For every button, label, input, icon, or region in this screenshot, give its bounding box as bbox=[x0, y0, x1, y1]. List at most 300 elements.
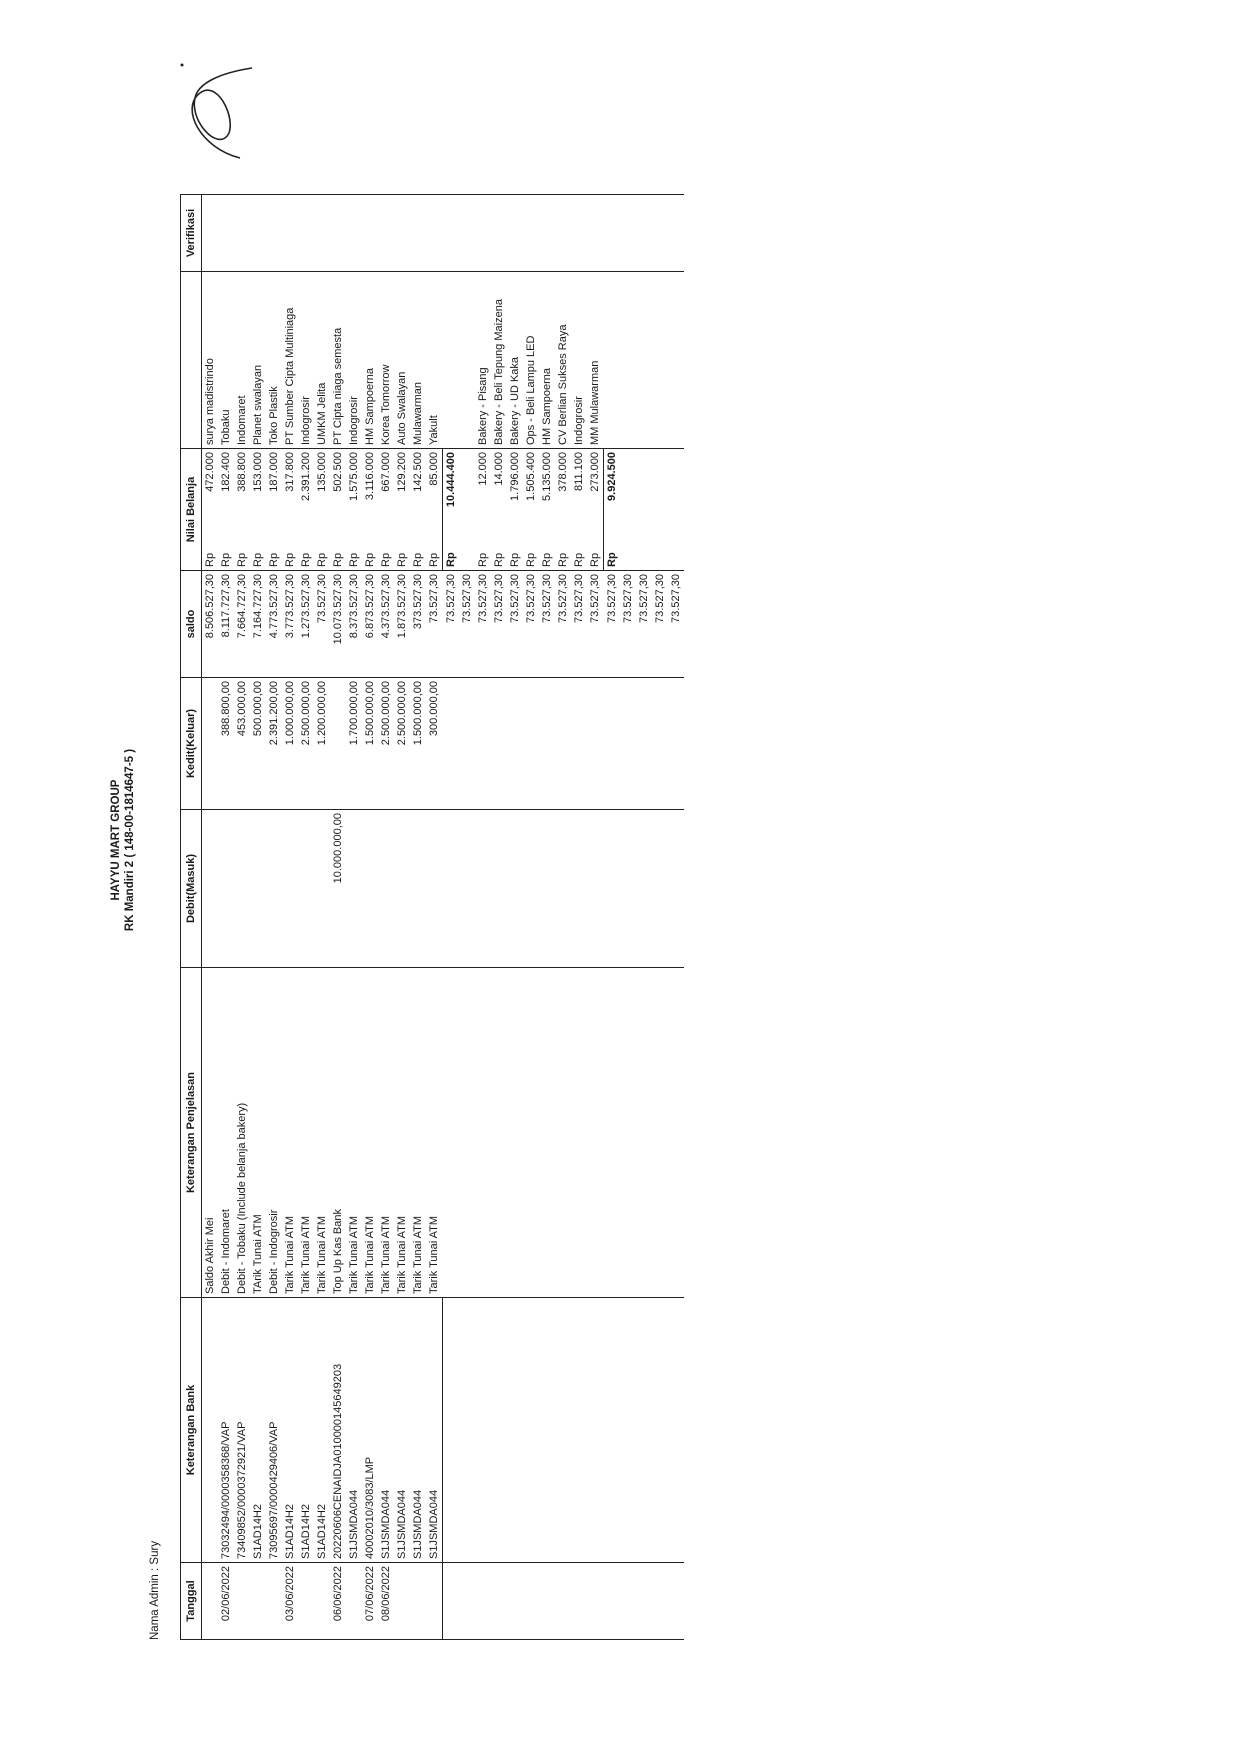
row-debit bbox=[620, 810, 636, 968]
row-keterangan: CV Berlian Sukses Raya bbox=[555, 272, 571, 449]
row-keterangan: MM Mulawarman bbox=[587, 272, 604, 449]
row-tanggal bbox=[587, 1563, 604, 1640]
row-saldo: 73.527,30 bbox=[523, 571, 539, 678]
row-keterangan-penjelasan bbox=[636, 968, 652, 1298]
row-currency: Rp bbox=[220, 552, 232, 567]
row-currency: Rp bbox=[380, 552, 392, 567]
row-debit bbox=[636, 810, 652, 968]
row-nilai-belanja: 129.200 bbox=[394, 449, 410, 539]
row-tanggal: 06/06/2022 bbox=[330, 1563, 346, 1640]
row-keterangan-penjelasan: Tarik Tunai ATM bbox=[378, 968, 394, 1298]
row-verifikasi bbox=[394, 195, 410, 272]
row-keterangan-bank bbox=[571, 1298, 587, 1563]
row-saldo: 73.527,30 bbox=[539, 571, 555, 678]
row-verifikasi bbox=[475, 195, 491, 272]
row-currency bbox=[620, 538, 636, 571]
row-currency: Rp bbox=[268, 552, 280, 567]
row-debit bbox=[250, 810, 266, 968]
row-keterangan bbox=[620, 272, 636, 449]
row-debit bbox=[459, 810, 475, 968]
row-verifikasi bbox=[378, 195, 394, 272]
row-tanggal bbox=[571, 1563, 587, 1640]
row-keterangan: Indogrosir bbox=[298, 272, 314, 449]
row-debit bbox=[394, 810, 410, 968]
row-keterangan-bank bbox=[555, 1298, 571, 1563]
row-keterangan-penjelasan: Tarik Tunai ATM bbox=[426, 968, 443, 1298]
signature-icon bbox=[170, 58, 262, 168]
row-keterangan: Auto Swalayan bbox=[394, 272, 410, 449]
row-keterangan-penjelasan bbox=[652, 968, 668, 1298]
col-tanggal: Tanggal bbox=[181, 1563, 202, 1640]
row-kredit: 500.000,00 bbox=[250, 678, 266, 810]
row-verifikasi bbox=[652, 195, 668, 272]
row-keterangan-bank bbox=[507, 1298, 523, 1563]
row-keterangan-bank bbox=[604, 1298, 621, 1563]
row-verifikasi bbox=[410, 195, 426, 272]
row-tanggal bbox=[250, 1563, 266, 1640]
row-keterangan bbox=[459, 272, 475, 449]
row-nilai-belanja bbox=[636, 449, 652, 539]
row-tanggal bbox=[459, 1563, 475, 1640]
table-row bbox=[250, 195, 266, 1640]
row-kredit: 1.500.000,00 bbox=[362, 678, 378, 810]
row-kredit bbox=[604, 678, 621, 810]
row-keterangan-bank: 40002010/3083/LMP bbox=[362, 1298, 378, 1563]
row-currency: Rp bbox=[316, 552, 328, 567]
table-row bbox=[620, 195, 636, 1640]
row-keterangan-bank bbox=[539, 1298, 555, 1563]
row-debit bbox=[202, 810, 219, 968]
row-currency: Rp bbox=[204, 552, 216, 567]
row-kredit bbox=[507, 678, 523, 810]
table-row bbox=[668, 195, 684, 1640]
row-nilai-belanja: 388.800 bbox=[234, 449, 250, 539]
row-kredit bbox=[571, 678, 587, 810]
row-verifikasi bbox=[202, 195, 219, 272]
row-verifikasi bbox=[523, 195, 539, 272]
row-keterangan: PT Sumber Cipta Multiniaga bbox=[282, 272, 298, 449]
row-currency: Rp bbox=[428, 552, 440, 567]
row-verifikasi bbox=[426, 195, 443, 272]
row-currency bbox=[668, 538, 684, 571]
row-saldo: 3.773.527,30 bbox=[282, 571, 298, 678]
row-saldo: 8.506.527,30 bbox=[202, 571, 219, 678]
row-debit bbox=[362, 810, 378, 968]
row-nilai-belanja: 10.444.400 bbox=[443, 449, 460, 539]
row-tanggal bbox=[298, 1563, 314, 1640]
row-saldo: 73.527,30 bbox=[507, 571, 523, 678]
row-nilai-belanja: 2.391.200 bbox=[298, 449, 314, 539]
row-tanggal bbox=[202, 1563, 219, 1640]
row-verifikasi bbox=[604, 195, 621, 272]
row-keterangan-penjelasan: Debit - Indogrosir bbox=[266, 968, 282, 1298]
row-currency: Rp bbox=[493, 552, 505, 567]
row-saldo: 8.117.727,30 bbox=[218, 571, 234, 678]
row-keterangan bbox=[636, 272, 652, 449]
table-row bbox=[443, 195, 460, 1640]
table-row bbox=[523, 195, 539, 1640]
row-nilai-belanja bbox=[459, 449, 475, 539]
col-verifikasi: Verifikasi bbox=[181, 195, 202, 272]
row-tanggal bbox=[234, 1563, 250, 1640]
row-keterangan: Bakery - UD Kaka bbox=[507, 272, 523, 449]
row-keterangan-bank bbox=[202, 1298, 219, 1563]
row-debit bbox=[587, 810, 604, 968]
row-kredit: 2.500.000,00 bbox=[298, 678, 314, 810]
row-keterangan-bank: S1AD14H2 bbox=[298, 1298, 314, 1563]
row-kredit bbox=[523, 678, 539, 810]
row-nilai-belanja: 142.500 bbox=[410, 449, 426, 539]
row-nilai-belanja: 9.924.500 bbox=[604, 449, 621, 539]
row-nilai-belanja: 667.000 bbox=[378, 449, 394, 539]
row-kredit bbox=[587, 678, 604, 810]
row-saldo: 4.373.527,30 bbox=[378, 571, 394, 678]
row-keterangan-penjelasan: Tarik Tunai ATM bbox=[298, 968, 314, 1298]
row-verifikasi bbox=[346, 195, 362, 272]
row-keterangan-penjelasan: Tarik Tunai ATM bbox=[314, 968, 330, 1298]
row-nilai-belanja: 811.100 bbox=[571, 449, 587, 539]
row-nilai-belanja: 472.000 bbox=[202, 449, 219, 539]
row-keterangan-bank: 73032494/0000358368/VAP bbox=[218, 1298, 234, 1563]
row-kredit: 2.500.000,00 bbox=[394, 678, 410, 810]
table-row bbox=[346, 195, 362, 1640]
row-nilai-belanja: 502.500 bbox=[330, 449, 346, 539]
row-verifikasi bbox=[314, 195, 330, 272]
row-saldo: 73.527,30 bbox=[571, 571, 587, 678]
row-verifikasi bbox=[555, 195, 571, 272]
row-currency: Rp bbox=[236, 552, 248, 567]
row-saldo: 73.527,30 bbox=[620, 571, 636, 678]
row-saldo: 73.527,30 bbox=[668, 571, 684, 678]
row-keterangan-penjelasan: Saldo Akhir Mei bbox=[202, 968, 219, 1298]
row-tanggal bbox=[668, 1563, 684, 1640]
table-header-row bbox=[181, 195, 202, 1640]
row-keterangan-penjelasan bbox=[459, 968, 475, 1298]
row-nilai-belanja: 1.796.000 bbox=[507, 449, 523, 539]
row-saldo: 4.773.527,30 bbox=[266, 571, 282, 678]
row-nilai-belanja: 5.135.000 bbox=[539, 449, 555, 539]
row-verifikasi bbox=[330, 195, 346, 272]
row-keterangan-penjelasan bbox=[523, 968, 539, 1298]
table-row bbox=[475, 195, 491, 1640]
row-keterangan: Tobaku bbox=[218, 272, 234, 449]
row-keterangan-penjelasan: Tarik Tunai ATM bbox=[282, 968, 298, 1298]
row-keterangan: Planet swalayan bbox=[250, 272, 266, 449]
row-debit bbox=[218, 810, 234, 968]
row-debit bbox=[282, 810, 298, 968]
row-kredit bbox=[668, 678, 684, 810]
row-keterangan-bank bbox=[491, 1298, 507, 1563]
row-keterangan: PT Cipta niaga semesta bbox=[330, 272, 346, 449]
table-row bbox=[652, 195, 668, 1640]
row-tanggal: 03/06/2022 bbox=[282, 1563, 298, 1640]
row-tanggal bbox=[410, 1563, 426, 1640]
row-tanggal bbox=[475, 1563, 491, 1640]
row-keterangan-penjelasan bbox=[571, 968, 587, 1298]
row-keterangan-penjelasan: Tarik Tunai ATM bbox=[394, 968, 410, 1298]
row-currency: Rp bbox=[541, 552, 553, 567]
row-keterangan-bank bbox=[475, 1298, 491, 1563]
row-keterangan-penjelasan bbox=[620, 968, 636, 1298]
row-keterangan bbox=[604, 272, 621, 449]
row-nilai-belanja bbox=[668, 449, 684, 539]
row-kredit bbox=[330, 678, 346, 810]
col-kredit: Kedit(Keluar) bbox=[181, 678, 202, 810]
row-saldo: 1.273.527,30 bbox=[298, 571, 314, 678]
row-saldo: 73.527,30 bbox=[604, 571, 621, 678]
row-keterangan bbox=[652, 272, 668, 449]
row-keterangan-penjelasan bbox=[604, 968, 621, 1298]
row-saldo: 73.527,30 bbox=[555, 571, 571, 678]
row-saldo: 73.527,30 bbox=[491, 571, 507, 678]
row-verifikasi bbox=[266, 195, 282, 272]
row-debit bbox=[555, 810, 571, 968]
row-keterangan: Yakult bbox=[426, 272, 443, 449]
row-keterangan-bank: S1JSMDA044 bbox=[410, 1298, 426, 1563]
row-kredit bbox=[620, 678, 636, 810]
row-keterangan-penjelasan: Debit - Tobaku (Include belanja bakery) bbox=[234, 968, 250, 1298]
row-verifikasi bbox=[636, 195, 652, 272]
row-currency: Rp bbox=[284, 552, 296, 567]
row-nilai-belanja: 273.000 bbox=[587, 449, 604, 539]
row-verifikasi bbox=[587, 195, 604, 272]
row-keterangan bbox=[443, 272, 460, 449]
row-kredit bbox=[636, 678, 652, 810]
row-verifikasi bbox=[362, 195, 378, 272]
row-kredit: 2.391.200,00 bbox=[266, 678, 282, 810]
row-verifikasi bbox=[507, 195, 523, 272]
row-verifikasi bbox=[298, 195, 314, 272]
row-nilai-belanja: 153.000 bbox=[250, 449, 266, 539]
row-keterangan-bank bbox=[620, 1298, 636, 1563]
row-debit bbox=[346, 810, 362, 968]
row-kredit: 453.000,00 bbox=[234, 678, 250, 810]
row-debit bbox=[523, 810, 539, 968]
row-kredit bbox=[491, 678, 507, 810]
row-keterangan: Indomaret bbox=[234, 272, 250, 449]
table-row bbox=[507, 195, 523, 1640]
table-row bbox=[636, 195, 652, 1640]
row-currency: Rp bbox=[443, 538, 460, 571]
admin-name: Nama Admin : Sury bbox=[149, 1540, 161, 1640]
row-kredit: 1.700.000,00 bbox=[346, 678, 362, 810]
row-tanggal bbox=[523, 1563, 539, 1640]
row-currency bbox=[459, 538, 475, 571]
row-keterangan-penjelasan: Debit - Indomaret bbox=[218, 968, 234, 1298]
row-verifikasi bbox=[443, 195, 460, 272]
table-row bbox=[298, 195, 314, 1640]
table-row bbox=[410, 195, 426, 1640]
row-kredit bbox=[459, 678, 475, 810]
row-debit bbox=[491, 810, 507, 968]
row-currency: Rp bbox=[477, 552, 489, 567]
row-tanggal bbox=[426, 1563, 443, 1640]
row-saldo: 73.527,30 bbox=[314, 571, 330, 678]
row-keterangan: surya madistrindo bbox=[202, 272, 219, 449]
row-tanggal: 02/06/2022 bbox=[218, 1563, 234, 1640]
row-debit bbox=[571, 810, 587, 968]
table-row bbox=[555, 195, 571, 1640]
row-keterangan: Mulawarman bbox=[410, 272, 426, 449]
row-tanggal bbox=[507, 1563, 523, 1640]
table-row bbox=[282, 195, 298, 1640]
row-currency: Rp bbox=[525, 552, 537, 567]
row-saldo: 73.527,30 bbox=[636, 571, 652, 678]
row-tanggal bbox=[652, 1563, 668, 1640]
row-debit bbox=[234, 810, 250, 968]
row-debit bbox=[668, 810, 684, 968]
row-tanggal: 08/06/2022 bbox=[378, 1563, 394, 1640]
row-keterangan-bank: 73409852/0000372921/VAP bbox=[234, 1298, 250, 1563]
row-verifikasi bbox=[282, 195, 298, 272]
row-keterangan: Ops - Beli Lampu LED bbox=[523, 272, 539, 449]
row-keterangan: Toko Plastik bbox=[266, 272, 282, 449]
row-keterangan-penjelasan bbox=[555, 968, 571, 1298]
row-nilai-belanja: 378.000 bbox=[555, 449, 571, 539]
row-verifikasi bbox=[459, 195, 475, 272]
row-debit bbox=[539, 810, 555, 968]
col-keterangan-bank: Keterangan Bank bbox=[181, 1298, 202, 1563]
row-kredit bbox=[652, 678, 668, 810]
row-nilai-belanja: 1.505.400 bbox=[523, 449, 539, 539]
col-keterangan bbox=[181, 272, 202, 449]
account-title: RK Mandiri 2 ( 148-00-1814647-5 ) bbox=[124, 748, 136, 932]
table-row bbox=[604, 195, 621, 1640]
row-tanggal bbox=[555, 1563, 571, 1640]
row-tanggal: 07/06/2022 bbox=[362, 1563, 378, 1640]
row-verifikasi bbox=[234, 195, 250, 272]
table-row bbox=[491, 195, 507, 1640]
row-tanggal bbox=[604, 1563, 621, 1640]
row-keterangan-penjelasan: Tarik Tunai ATM bbox=[362, 968, 378, 1298]
row-nilai-belanja: 182.400 bbox=[218, 449, 234, 539]
row-keterangan-bank: S1AD14H2 bbox=[314, 1298, 330, 1563]
row-saldo: 73.527,30 bbox=[587, 571, 604, 678]
row-kredit: 2.500.000,00 bbox=[378, 678, 394, 810]
table-row bbox=[571, 195, 587, 1640]
row-keterangan-bank: S1JSMDA044 bbox=[394, 1298, 410, 1563]
row-kredit: 1.000.000,00 bbox=[282, 678, 298, 810]
row-nilai-belanja: 317.800 bbox=[282, 449, 298, 539]
row-keterangan-bank: S1JSMDA044 bbox=[426, 1298, 443, 1563]
company-title: HAYYU MART GROUP bbox=[110, 779, 122, 901]
row-tanggal bbox=[491, 1563, 507, 1640]
row-keterangan-bank: S1AD14H2 bbox=[250, 1298, 266, 1563]
row-saldo: 8.373.527,30 bbox=[346, 571, 362, 678]
row-currency: Rp bbox=[573, 552, 585, 567]
row-saldo: 73.527,30 bbox=[443, 571, 460, 678]
table-row bbox=[587, 195, 604, 1640]
row-keterangan: Korea Tomorrow bbox=[378, 272, 394, 449]
row-keterangan-bank bbox=[668, 1298, 684, 1563]
row-kredit: 1.500.000,00 bbox=[410, 678, 426, 810]
row-keterangan-bank bbox=[443, 1298, 460, 1563]
row-saldo: 73.527,30 bbox=[652, 571, 668, 678]
table-row bbox=[234, 195, 250, 1640]
row-kredit: 300.000,00 bbox=[426, 678, 443, 810]
row-currency: Rp bbox=[364, 552, 376, 567]
table-row bbox=[539, 195, 555, 1640]
row-debit bbox=[475, 810, 491, 968]
row-tanggal bbox=[314, 1563, 330, 1640]
row-keterangan: Indogrosir bbox=[346, 272, 362, 449]
row-saldo: 7.164.727,30 bbox=[250, 571, 266, 678]
row-keterangan: HM Sampoerna bbox=[362, 272, 378, 449]
row-kredit: 388.800,00 bbox=[218, 678, 234, 810]
row-debit bbox=[652, 810, 668, 968]
row-currency: Rp bbox=[604, 538, 621, 571]
row-verifikasi bbox=[620, 195, 636, 272]
row-debit bbox=[426, 810, 443, 968]
row-keterangan-penjelasan bbox=[539, 968, 555, 1298]
row-nilai-belanja: 85.000 bbox=[426, 449, 443, 539]
table-body bbox=[202, 195, 685, 1640]
row-keterangan-bank bbox=[587, 1298, 604, 1563]
row-keterangan: UMKM Jelita bbox=[314, 272, 330, 449]
row-keterangan-penjelasan: Tarik Tunai ATM bbox=[346, 968, 362, 1298]
row-keterangan-penjelasan bbox=[507, 968, 523, 1298]
row-keterangan: Indogrosir bbox=[571, 272, 587, 449]
row-nilai-belanja bbox=[620, 449, 636, 539]
table-row bbox=[330, 195, 346, 1640]
row-tanggal bbox=[394, 1563, 410, 1640]
row-debit bbox=[443, 810, 460, 968]
row-verifikasi bbox=[668, 195, 684, 272]
row-tanggal bbox=[443, 1563, 460, 1640]
col-nilai-belanja: Nilai Belanja bbox=[181, 449, 202, 571]
row-debit bbox=[314, 810, 330, 968]
table-row bbox=[202, 195, 219, 1640]
row-debit bbox=[604, 810, 621, 968]
row-keterangan: Bakery - Beli Tepung Maizena bbox=[491, 272, 507, 449]
row-keterangan-bank: S1JSMDA044 bbox=[378, 1298, 394, 1563]
row-currency: Rp bbox=[396, 552, 408, 567]
row-saldo: 73.527,30 bbox=[459, 571, 475, 678]
row-tanggal bbox=[636, 1563, 652, 1640]
row-debit bbox=[378, 810, 394, 968]
row-keterangan-penjelasan: Top Up Kas Bank bbox=[330, 968, 346, 1298]
row-keterangan bbox=[668, 272, 684, 449]
row-saldo: 73.527,30 bbox=[475, 571, 491, 678]
table-row bbox=[378, 195, 394, 1640]
col-debit: Debit(Masuk) bbox=[181, 810, 202, 968]
row-keterangan-bank: S1AD14H2 bbox=[282, 1298, 298, 1563]
row-keterangan: Bakery - Pisang bbox=[475, 272, 491, 449]
row-nilai-belanja: 1.575.000 bbox=[346, 449, 362, 539]
row-saldo: 1.873.527,30 bbox=[394, 571, 410, 678]
col-keterangan-penjelasan: Keterangan Penjelasan bbox=[181, 968, 202, 1298]
row-verifikasi bbox=[218, 195, 234, 272]
row-tanggal bbox=[346, 1563, 362, 1640]
row-keterangan-penjelasan: Tarik Tunai ATM bbox=[410, 968, 426, 1298]
row-currency bbox=[652, 538, 668, 571]
row-currency: Rp bbox=[509, 552, 521, 567]
row-currency bbox=[636, 538, 652, 571]
table-row bbox=[362, 195, 378, 1640]
row-currency: Rp bbox=[300, 552, 312, 567]
row-keterangan-bank bbox=[652, 1298, 668, 1563]
table-row bbox=[218, 195, 234, 1640]
row-kredit bbox=[539, 678, 555, 810]
row-kredit: 1.200.000,00 bbox=[314, 678, 330, 810]
row-currency: Rp bbox=[589, 552, 601, 567]
row-keterangan-bank bbox=[636, 1298, 652, 1563]
row-verifikasi bbox=[539, 195, 555, 272]
row-keterangan-penjelasan bbox=[587, 968, 604, 1298]
row-keterangan-bank bbox=[523, 1298, 539, 1563]
row-nilai-belanja: 14.000 bbox=[491, 449, 507, 539]
row-kredit bbox=[443, 678, 460, 810]
